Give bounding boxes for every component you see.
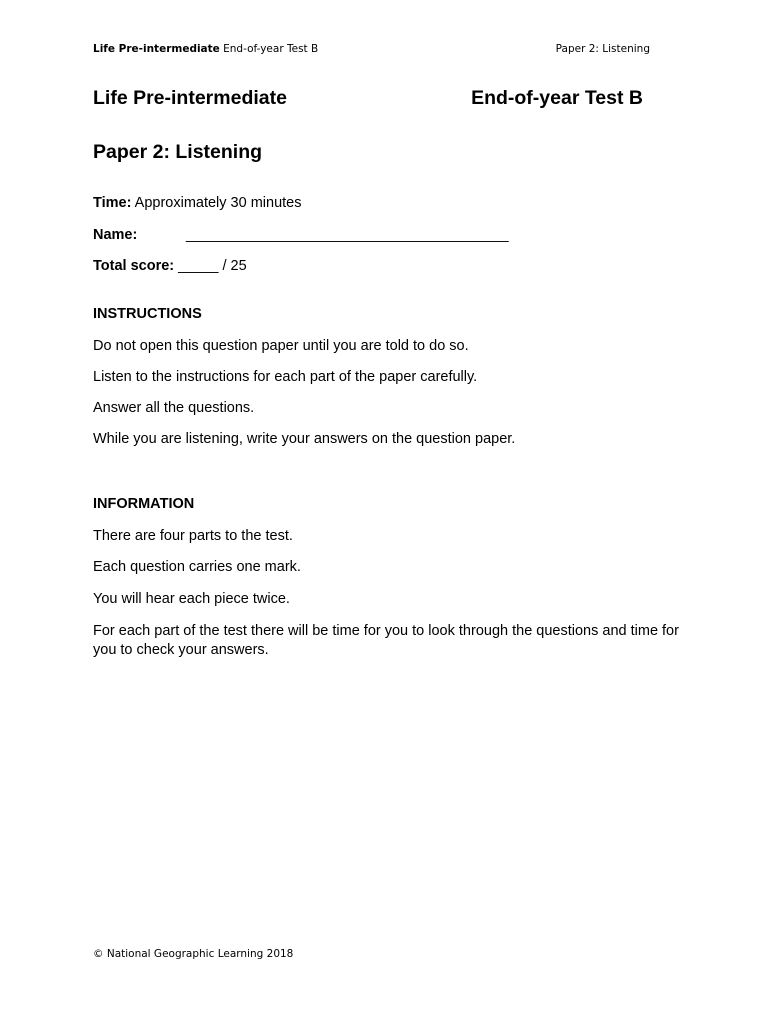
instruction-item: Do not open this question paper until you are told to do so. [93,338,469,354]
time-field [93,195,301,211]
information-item: Each question carries one mark. [93,559,301,575]
time-label: Time: [93,195,132,211]
running-header [93,43,650,59]
running-header-left [93,43,318,55]
course-title: Life Pre-intermediate [93,87,287,109]
running-header-test: End-of-year Test B [219,43,319,55]
time-value: Approximately 30 minutes [131,195,302,211]
title-row [93,87,643,113]
running-header-course: Life Pre-intermediate [93,43,220,55]
total-score-field [93,258,247,274]
paper-title: Paper 2: Listening [93,141,263,163]
copyright-footer: © National Geographic Learning 2018 [93,948,294,960]
instruction-item: Answer all the questions. [93,400,255,416]
information-item: There are four parts to the test. [93,528,293,544]
instruction-item: Listen to the instructions for each part of the paper carefully. [93,369,478,385]
instructions-heading: INSTRUCTIONS [93,306,202,322]
running-header-paper: Paper 2: Listening [555,43,650,55]
test-title: End-of-year Test B [471,87,643,109]
information-item: For each part of the test there will be time for you to look through the questions and time for you to check your answers. [93,623,679,658]
information-heading: INFORMATION [93,496,195,512]
name-label: Name: [93,227,138,243]
total-score-value: _____ / 25 [174,258,247,274]
total-score-label: Total score: [93,258,175,274]
name-field [93,227,509,243]
name-blank-line: ________________________________________ [186,227,509,243]
instruction-item: While you are listening, write your answers on the question paper. [93,431,516,447]
information-item: You will hear each piece twice. [93,591,290,607]
